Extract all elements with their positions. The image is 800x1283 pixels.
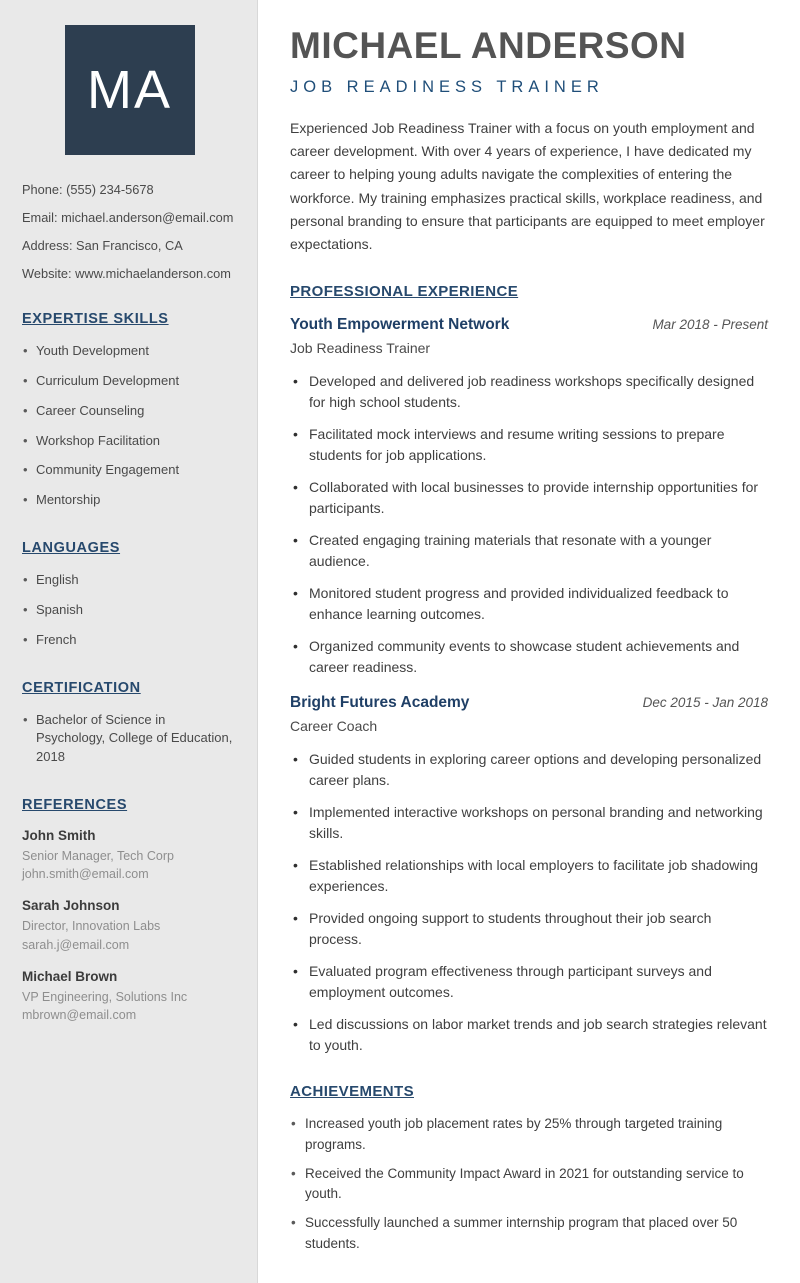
- summary-paragraph: Experienced Job Readiness Trainer with a focus on youth employment and career development. With over 4 years of experience, I have dedicated my career to helping young adults navigate the complexities of entering the workforce. My training emphasizes practical skills, workplace readiness, and personal branding to ensure that participants are equipped to meet employer expectations.: [290, 120, 765, 253]
- job-bullet: • Led discussions on labor market trends and job search strategies relevant to youth.: [290, 1014, 768, 1056]
- contact-line: Website: www.michaelanderson.com: [22, 266, 231, 281]
- reference-entry: [22, 898, 237, 953]
- sidebar: [0, 0, 258, 1283]
- job-bullet: • Provided ongoing support to students throughout their job search process.: [290, 908, 768, 950]
- reference-email: john.smith@email.com: [22, 867, 149, 882]
- reference-role: Director, Innovation Labs: [22, 919, 161, 934]
- expertise-skills-heading: EXPERTISE SKILLS: [22, 311, 169, 327]
- avatar-initials: MA: [87, 60, 172, 120]
- language-item: • Spanish: [22, 601, 237, 620]
- achievements-heading: ACHIEVEMENTS: [290, 1083, 414, 1101]
- reference-name: Sarah Johnson: [22, 898, 120, 914]
- achievements-list: [290, 1114, 768, 1254]
- reference-name: John Smith: [22, 828, 96, 844]
- job-bullet: • Collaborated with local businesses to provide internship opportunities for participants.: [290, 477, 768, 519]
- job-bullet-list: [290, 749, 768, 1056]
- reference-entry: [22, 969, 237, 1024]
- achievement-item: • Received the Community Impact Award in 2021 for outstanding service to youth.: [290, 1164, 768, 1205]
- job-bullet: • Created engaging training materials that resonate with a younger audience.: [290, 530, 768, 572]
- job-title: JOB READINESS TRAINER: [290, 78, 604, 96]
- skill-item: • Curriculum Development: [22, 372, 237, 391]
- skill-item: • Youth Development: [22, 342, 237, 361]
- reference-entry: [22, 828, 237, 883]
- languages-heading: LANGUAGES: [22, 540, 121, 557]
- job-bullet: • Facilitated mock interviews and resume writing sessions to prepare students for job applications.: [290, 424, 768, 466]
- reference-email: sarah.j@email.com: [22, 937, 130, 952]
- references-list: [22, 828, 237, 1024]
- job-bullet: • Established relationships with local employers to facilitate job shadowing experiences.: [290, 855, 768, 897]
- job-dates: Mar 2018 - Present: [652, 317, 768, 333]
- job-bullet: • Organized community events to showcase student achievements and career readiness.: [290, 636, 768, 678]
- achievement-item: • Successfully launched a summer internship program that placed over 50 students.: [290, 1213, 768, 1254]
- job-bullet: • Developed and delivered job readiness workshops specifically designed for high school students.: [290, 371, 768, 413]
- certification-item: • Bachelor of Science in Psychology, College of Education, 2018: [22, 711, 237, 768]
- skill-item: • Mentorship: [22, 491, 237, 510]
- skill-item: • Workshop Facilitation: [22, 432, 237, 451]
- language-item: • English: [22, 571, 237, 590]
- achievement-item: • Increased youth job placement rates by 25% through targeted training programs.: [290, 1114, 768, 1155]
- job-role: Career Coach: [290, 718, 378, 735]
- job-header: [290, 694, 768, 712]
- languages-list: [22, 571, 237, 650]
- job-bullet: • Monitored student progress and provided individualized feedback to enhance learning outcomes.: [290, 583, 768, 625]
- job-bullet-list: [290, 371, 768, 678]
- skill-item: • Career Counseling: [22, 402, 237, 421]
- certification-list: [22, 711, 237, 768]
- certification-heading: CERTIFICATION: [22, 679, 141, 696]
- job-bullet: • Implemented interactive workshops on personal branding and networking skills.: [290, 802, 768, 844]
- avatar: [65, 25, 195, 155]
- language-item: • French: [22, 631, 237, 650]
- references-heading: REFERENCES: [22, 797, 128, 814]
- contact-line: Phone: (555) 234-5678: [22, 182, 154, 197]
- company-name: Bright Futures Academy: [290, 694, 470, 712]
- job-header: [290, 316, 768, 334]
- person-name: MICHAEL ANDERSON: [290, 25, 687, 66]
- job-bullet: • Evaluated program effectiveness through participant surveys and employment outcomes.: [290, 961, 768, 1003]
- reference-role: Senior Manager, Tech Corp: [22, 849, 174, 864]
- job-dates: Dec 2015 - Jan 2018: [642, 695, 768, 711]
- main-content: [258, 0, 800, 1283]
- company-name: Youth Empowerment Network: [290, 316, 510, 334]
- job-bullet: • Guided students in exploring career options and developing personalized career plans.: [290, 749, 768, 791]
- reference-role: VP Engineering, Solutions Inc: [22, 989, 188, 1004]
- contact-info: [22, 182, 237, 281]
- skill-item: • Community Engagement: [22, 461, 237, 480]
- job-role: Job Readiness Trainer: [290, 340, 431, 357]
- contact-line: Address: San Francisco, CA: [22, 238, 183, 253]
- expertise-skills-list: [22, 342, 237, 510]
- reference-name: Michael Brown: [22, 968, 118, 984]
- reference-email: mbrown@email.com: [22, 1007, 137, 1022]
- job-entry: [290, 694, 768, 1056]
- professional-experience-heading: PROFESSIONAL EXPERIENCE: [290, 283, 519, 301]
- contact-line: Email: michael.anderson@email.com: [22, 210, 234, 225]
- job-entry: [290, 316, 768, 678]
